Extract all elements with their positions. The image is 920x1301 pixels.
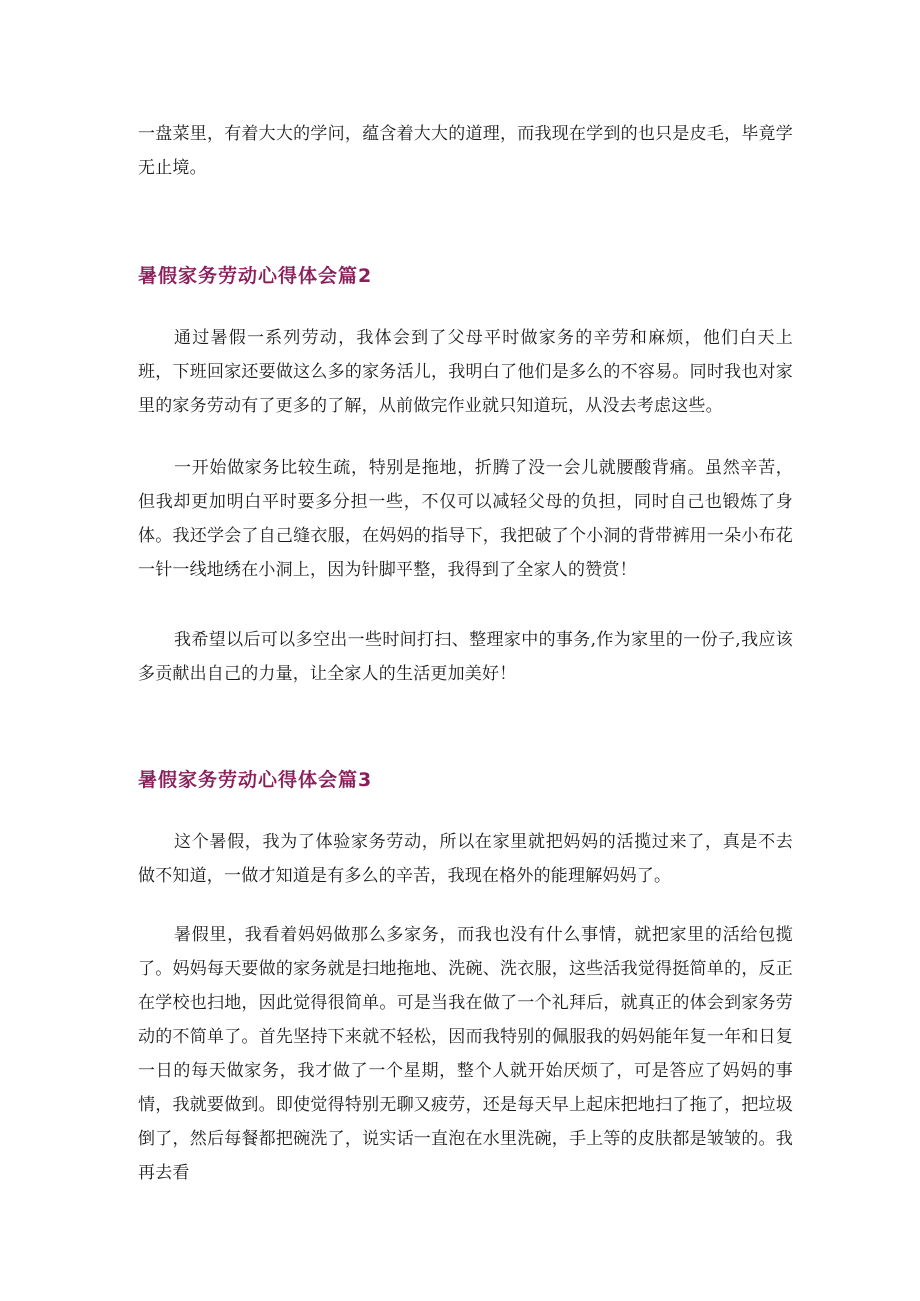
section-heading-3-number: 3 <box>358 769 373 791</box>
section-heading-2 <box>138 262 372 290</box>
section-heading-2-number: 2 <box>358 265 373 287</box>
section-2-paragraph-2: 一开始做家务比较生疏，特别是拖地，折腾了没一会儿就腰酸背痛。虽然辛苦，但我却更加明白平时要多分担一些，不仅可以减轻父母的负担，同时自己也锻炼了身体。我还学会了自己缝衣服，在妈妈的指导下，我把破了个小洞的背带裤用一朵小布花一针一线地绣在小洞上，因为针脚平整，我得到了全家人的赞赏！ <box>138 458 793 580</box>
intro-paragraph: 一盘菜里，有着大大的学问，蕴含着大大的道理，而我现在学到的也只是皮毛，毕竟学无止境。 <box>138 124 793 178</box>
section-3-paragraph-1: 这个暑假，我为了体验家务劳动，所以在家里就把妈妈的活揽过来了，真是不去做不知道，一做才知道是有多么的辛苦，我现在格外的能理解妈妈了。 <box>138 832 793 886</box>
section-3-paragraph-2: 暑假里，我看着妈妈做那么多家务，而我也没有什么事情，就把家里的活给包揽了。妈妈每天要做的家务就是扫地拖地、洗碗、洗衣服，这些活我觉得挺简单的，反正在学校也扫地，因此觉得很简单。可是当我在做了一个礼拜后，就真正的体会到家务劳动的不简单了。首先坚持下来就不轻松，因而我特别的佩服我的妈妈能年复一年和日复一日的每天做家务，我才做了一个星期，整个人就开始厌烦了，可是答应了妈妈的事情，我就要做到。即使觉得特别无聊又疲劳，还是每天早上起床把地扫了拖了，把垃圾倒了，然后每餐都把碗洗了，说实话一直泡在水里洗碗，手上等的皮肤都是皱皱的。我再去看 <box>138 925 793 1183</box>
section-heading-3-text: 暑假家务劳动心得体会篇 <box>138 769 359 791</box>
section-heading-2-text: 暑假家务劳动心得体会篇 <box>138 265 359 287</box>
section-2-paragraph-1: 通过暑假一系列劳动，我体会到了父母平时做家务的辛劳和麻烦，他们白天上班，下班回家还要做这么多的家务活儿，我明白了他们是多么的不容易。同时我也对家里的家务劳动有了更多的了解，从前做完作业就只知道玩，从没去考虑这些。 <box>138 328 793 416</box>
section-2-paragraph-3: 我希望以后可以多空出一些时间打扫、整理家中的事务,作为家里的一份子,我应该多贡献出自己的力量，让全家人的生活更加美好！ <box>138 630 793 684</box>
section-heading-3 <box>138 766 372 794</box>
